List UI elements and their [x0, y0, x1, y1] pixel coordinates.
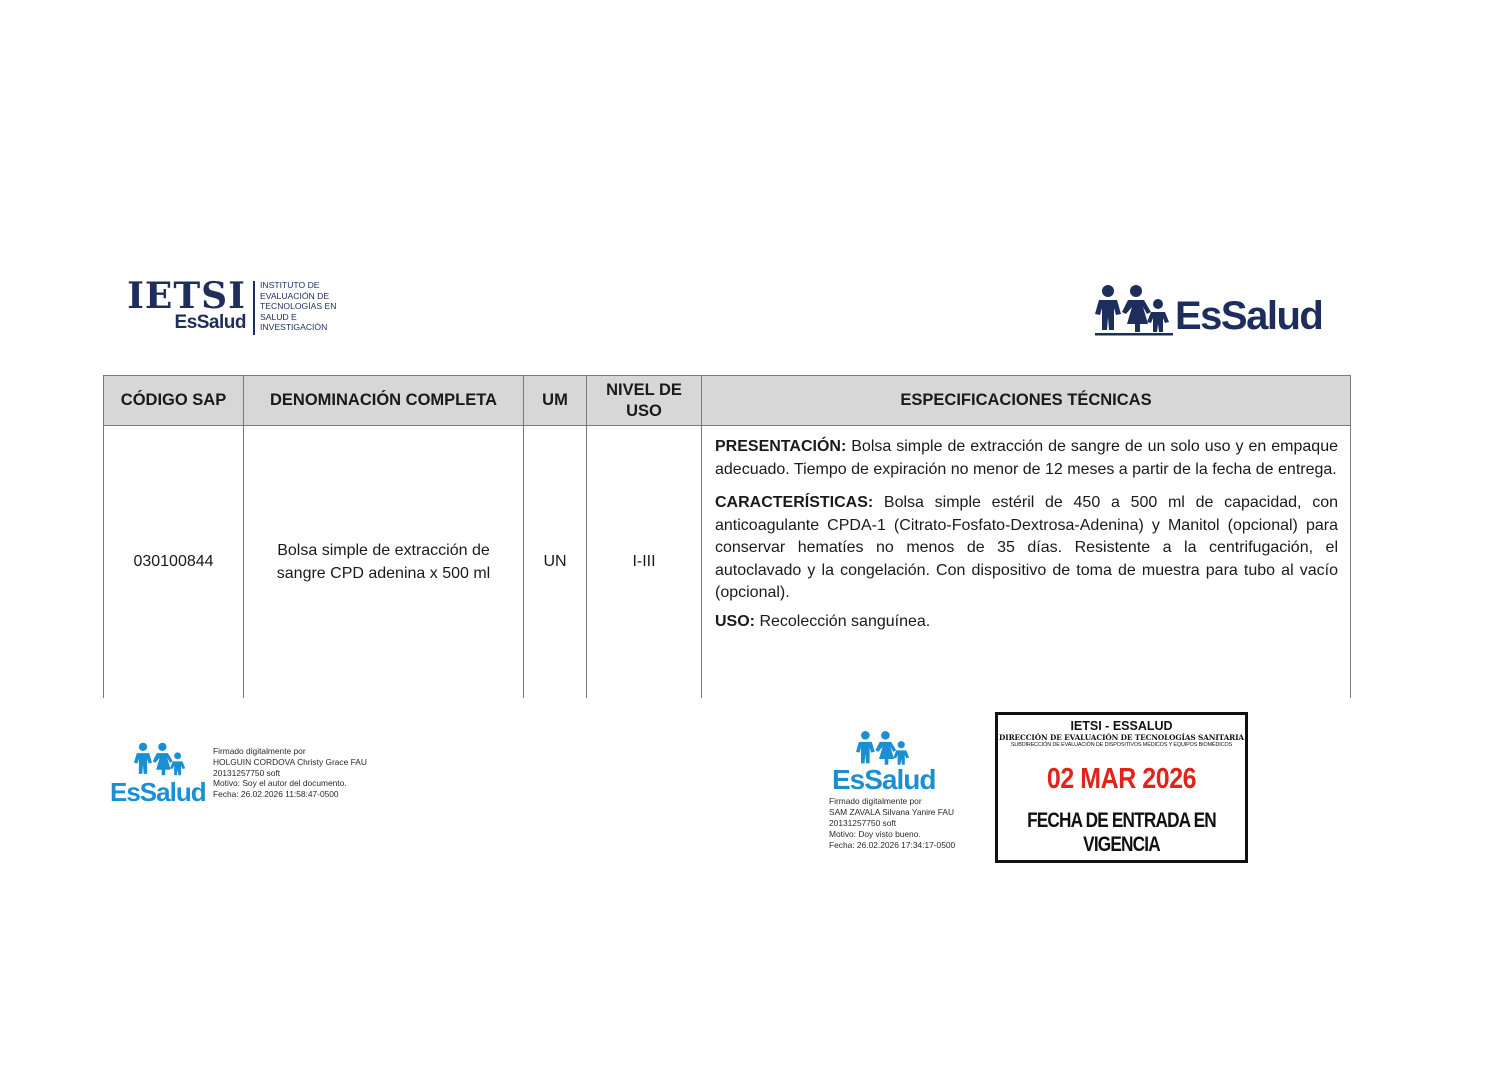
- header-um: UM: [524, 376, 587, 426]
- spec-table: [103, 375, 1351, 698]
- signature-line: Fecha: 26.02.2026 17:34:17-0500: [829, 840, 956, 850]
- signature-line: Motivo: Soy el autor del documento.: [213, 778, 347, 789]
- spec-caracteristicas-label: CARACTERÍSTICAS:: [715, 494, 874, 511]
- stamp-title: IETSI - ESSALUD: [1070, 719, 1173, 733]
- signature-line: Fecha: 26.02.2026 11:58:47-0500: [213, 789, 339, 800]
- digital-signature-2: [829, 730, 979, 850]
- cell-codigo-sap: 030100844: [104, 426, 244, 698]
- ietsi-logo: [124, 275, 344, 339]
- ietsi-logo-divider: [253, 281, 255, 335]
- signature-line: 20131257750 soft: [213, 767, 281, 778]
- signature-line: Firmado digitalmente por: [829, 796, 922, 806]
- signature-line: Firmado digitalmente por: [213, 746, 306, 756]
- family-icon: [133, 742, 189, 778]
- cell-um: UN: [524, 426, 587, 698]
- signature-line: Motivo: Doy visto bueno.: [829, 829, 921, 839]
- signature-text: [829, 796, 955, 851]
- essalud-logo-top: [1095, 284, 1325, 340]
- stamp-footer: FECHA DE ENTRADA EN VIGENCIA: [1027, 809, 1216, 856]
- stamp-subdirection: SUBDIRECCIÓN DE EVALUACIÓN DE DISPOSITIVOS MÉDICOS Y EQUIPOS BIOMÉDICOS: [1010, 742, 1233, 748]
- header-especificaciones: ESPECIFICACIONES TÉCNICAS: [702, 376, 1351, 426]
- spec-caracteristicas: [715, 492, 1338, 605]
- stamp-direction: DIRECCIÓN DE EVALUACIÓN DE TECNOLOGÍAS SANITARIA: [999, 733, 1244, 742]
- spec-presentacion: [715, 436, 1338, 481]
- signature-brand-text: EsSalud: [110, 777, 206, 807]
- family-icon: [856, 730, 912, 768]
- digital-signature-1: [110, 742, 410, 812]
- header-nivel-uso: NIVEL DE USO: [587, 376, 702, 426]
- essalud-brand-text: EsSalud: [1175, 294, 1323, 338]
- stamp-date: 02 MAR 2026: [1046, 763, 1197, 795]
- spec-presentacion-text: Bolsa simple de extracción de sangre de un solo uso y en empaque adecuado. Tiempo de expiración no menor de 12 meses a partir de la fecha de entrega.: [715, 438, 1338, 478]
- ietsi-logo-word: IETSI: [127, 275, 246, 317]
- header-denominacion: DENOMINACIÓN COMPLETA: [244, 376, 524, 426]
- ietsi-logo-text: INSTITUTO DE EVALUACIÓN DE TECNOLOGÍAS EN SALUD E INVESTIGACIÓN: [260, 280, 337, 333]
- spec-uso-label: USO:: [715, 612, 755, 630]
- signature-line: SAM ZAVALA Silvana Yanire FAU: [829, 807, 955, 817]
- table-row: [104, 426, 1351, 698]
- spec-presentacion-label: PRESENTACIÓN:: [715, 438, 847, 455]
- spec-caracteristicas-text: Bolsa simple estéril de 450 a 500 ml de capacidad, con anticoagulante CPDA-1 (Citrato-Fosfato-Dextrosa-Adenina) y Manitol (opcional) para conservar hematíes no menos de 35 días. Resistente a la centrifugación, el autoclavado y la congelación. Con dispositivo de toma de muestra para tubo al vacío (opcional).: [715, 494, 1338, 601]
- cell-nivel-uso: I-III: [587, 426, 702, 698]
- cell-especificaciones: [702, 426, 1351, 698]
- table-header-row: [104, 376, 1351, 426]
- spec-uso-text: Recolección sanguínea.: [755, 612, 931, 630]
- signature-line: 20131257750 soft: [829, 818, 897, 828]
- ietsi-logo-mark: [124, 275, 246, 333]
- signature-line: HOLGUIN CORDOVA Christy Grace FAU: [213, 756, 367, 767]
- signature-brand-text: EsSalud: [832, 764, 936, 795]
- ietsi-logo-sub: EsSalud: [174, 312, 246, 333]
- cell-denominacion: Bolsa simple de extracción de sangre CPD adenina x 500 ml: [244, 426, 524, 698]
- validity-stamp: [995, 712, 1248, 863]
- family-icon: [1095, 284, 1173, 336]
- spec-uso: [715, 611, 1338, 634]
- signature-text: [213, 746, 367, 800]
- header-codigo-sap: CÓDIGO SAP: [104, 376, 244, 426]
